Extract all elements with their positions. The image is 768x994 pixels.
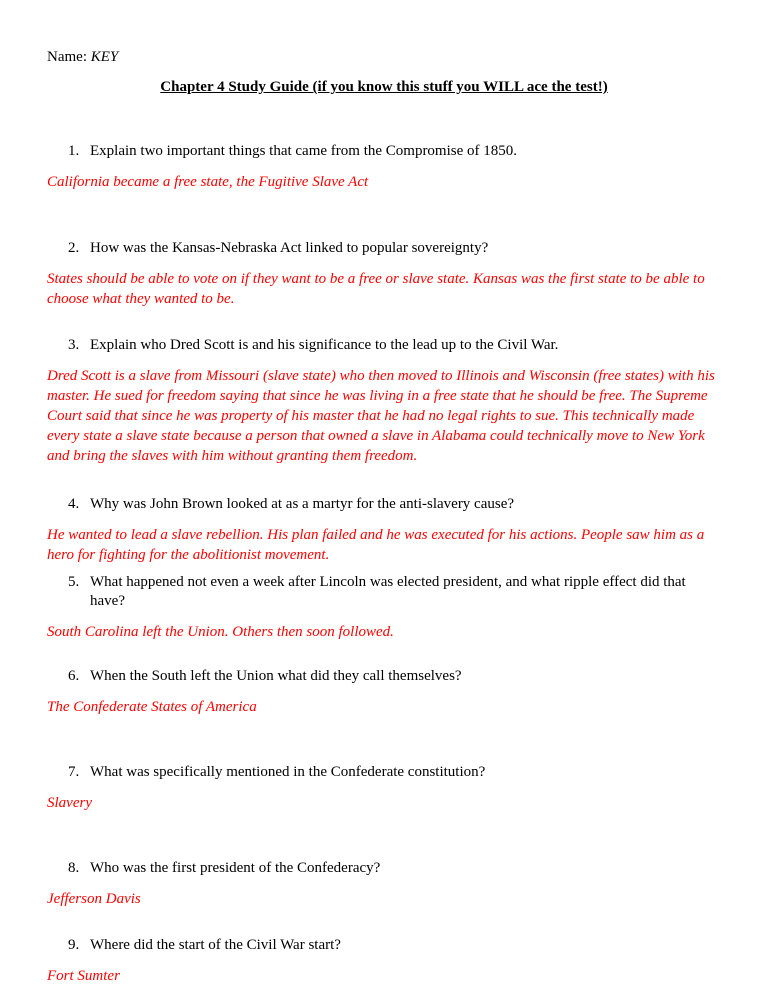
question-1: [68, 142, 718, 161]
question-number: 6.: [68, 668, 80, 684]
answer-2: States should be able to vote on if they want to be a free or slave state. Kansas was the first state to be able to choose what they wanted to be.: [47, 271, 705, 307]
question-number: 5.: [68, 574, 80, 590]
question-number: 8.: [68, 860, 80, 876]
question-text: Who was the first president of the Confederacy?: [90, 860, 381, 876]
question-text: When the South left the Union what did they call themselves?: [90, 668, 462, 684]
question-text: Explain who Dred Scott is and his significance to the lead up to the Civil War.: [90, 337, 559, 353]
question-8: [68, 859, 718, 878]
answer-9: Fort Sumter: [47, 968, 120, 984]
answer-8: Jefferson Davis: [47, 891, 141, 907]
question-4: [68, 495, 718, 514]
answer-4: He wanted to lead a slave rebellion. His plan failed and he was executed for his actions. People saw him as a hero for fighting for the abolitionist movement.: [47, 527, 705, 563]
question-2: [68, 239, 718, 258]
question-text: What happened not even a week after Lincoln was elected president, and what ripple effect did that have?: [90, 574, 686, 609]
question-number: 2.: [68, 240, 80, 256]
question-number: 3.: [68, 337, 80, 353]
answer-6: The Confederate States of America: [47, 699, 257, 715]
answer-5: South Carolina left the Union. Others then soon followed.: [47, 624, 394, 640]
question-7: [68, 763, 718, 782]
question-text: Where did the start of the Civil War start?: [90, 937, 341, 953]
question-5: [68, 573, 718, 611]
question-text: How was the Kansas-Nebraska Act linked to popular sovereignty?: [90, 240, 489, 256]
question-number: 4.: [68, 496, 80, 512]
answer-1: California became a free state, the Fugitive Slave Act: [47, 174, 369, 190]
question-text: Explain two important things that came from the Compromise of 1850.: [90, 143, 518, 159]
question-number: 7.: [68, 764, 80, 780]
question-6: [68, 667, 718, 686]
question-text: Why was John Brown looked at as a martyr for the anti-slavery cause?: [90, 496, 515, 512]
name-label: Name:: [47, 49, 87, 65]
question-9: [68, 936, 718, 955]
page-title: Chapter 4 Study Guide (if you know this stuff you WILL ace the test!): [160, 79, 608, 95]
name-value: KEY: [90, 49, 119, 65]
answer-3: Dred Scott is a slave from Missouri (slave state) who then moved to Illinois and Wisconsin (free states) with his master. He sued for freedom saying that since he was living in a free state that he should be free. The Supreme Court said that since he was property of his master that he had no legal rights to sue. This technically made every state a slave state because a person that owned a slave in Alabama could technically move to New York and bring the slaves with him without granting them freedom.: [47, 368, 715, 464]
question-3: [68, 336, 718, 355]
question-number: 9.: [68, 937, 80, 953]
name-line: [47, 48, 118, 66]
answer-7: Slavery: [47, 795, 92, 811]
question-number: 1.: [68, 143, 80, 159]
question-text: What was specifically mentioned in the Confederate constitution?: [90, 764, 486, 780]
